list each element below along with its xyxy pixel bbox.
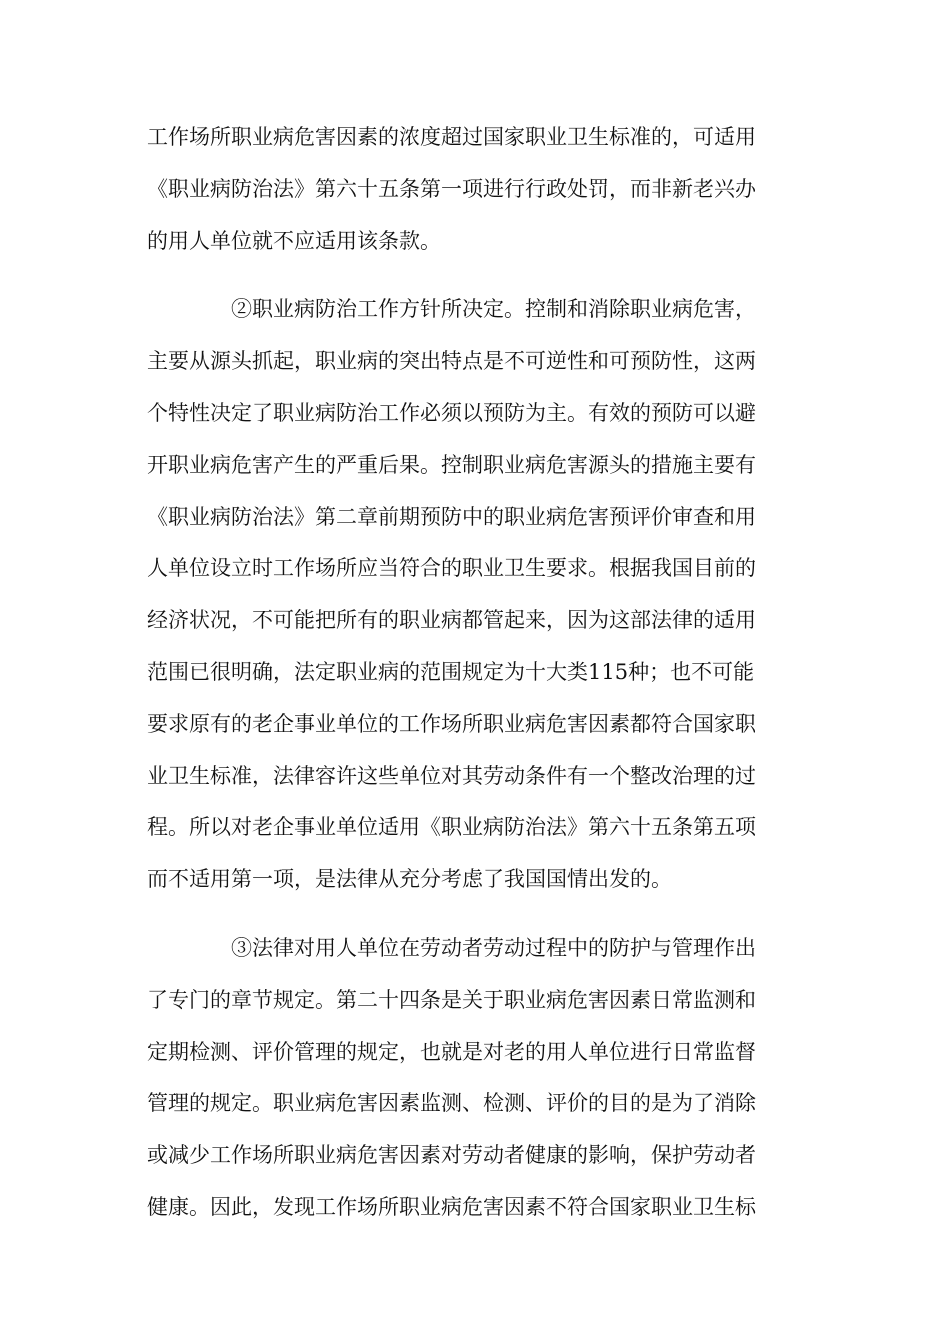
text-line: 或减少工作场所职业病危害因素对劳动者健康的影响，保护劳动者 xyxy=(147,1143,756,1168)
text-line: 《职业病防治法》第二章前期预防中的职业病危害预评价审查和用 xyxy=(147,504,756,529)
text-line: 要求原有的老企事业单位的工作场所职业病危害因素都符合国家职 xyxy=(147,711,756,736)
text-line: 而不适用第一项，是法律从充分考虑了我国国情出发的。 xyxy=(147,867,672,892)
text-line: 人单位设立时工作场所应当符合的职业卫生要求。根据我国目前的 xyxy=(147,556,756,581)
text-line: 工作场所职业病危害因素的浓度超过国家职业卫生标准的，可适用 xyxy=(147,125,756,149)
text-line: 管理的规定。职业病危害因素监测、检测、评价的目的是为了消除 xyxy=(147,1091,756,1116)
text-line: 健康。因此，发现工作场所职业病危害因素不符合国家职业卫生标 xyxy=(147,1194,756,1219)
text-line: 主要从源头抓起，职业病的突出特点是不可逆性和可预防性，这两 xyxy=(147,349,756,374)
text-line: 定期检测、评价管理的规定，也就是对老的用人单位进行日常监督 xyxy=(147,1039,756,1064)
text-line: 程。所以对老企事业单位适用《职业病防治法》第六十五条第五项 xyxy=(147,815,756,840)
paragraph-3 xyxy=(147,928,807,1239)
text-line: 经济状况，不可能把所有的职业病都管起来，因为这部法律的适用 xyxy=(147,608,756,633)
text-line: 个特性决定了职业病防治工作必须以预防为主。有效的预防可以避 xyxy=(147,400,756,425)
text-line-indented: ②职业病防治工作方针所决定。控制和消除职业病危害， xyxy=(231,297,756,322)
text-line-indented: ③法律对用人单位在劳动者劳动过程中的防护与管理作出 xyxy=(231,935,756,960)
text-line: 范围已很明确，法定职业病的范围规定为十大类115种；也不可能 xyxy=(147,659,755,684)
text-line: 业卫生标准，法律容许这些单位对其劳动条件有一个整改治理的过 xyxy=(147,763,756,788)
text-line: 《职业病防治法》第六十五条第一项进行行政处罚，而非新老兴办 xyxy=(147,176,756,201)
paragraph-gap xyxy=(147,272,807,289)
text-line: 了专门的章节规定。第二十四条是关于职业病危害因素日常监测和 xyxy=(147,987,756,1012)
paragraph-1 xyxy=(147,117,807,272)
text-line: 的用人单位就不应适用该条款。 xyxy=(147,228,441,253)
text-line: 开职业病危害产生的严重后果。控制职业病危害源头的措施主要有 xyxy=(147,452,756,477)
paragraph-2 xyxy=(147,289,807,911)
paragraph-gap xyxy=(147,911,807,928)
body-text xyxy=(147,117,807,1239)
